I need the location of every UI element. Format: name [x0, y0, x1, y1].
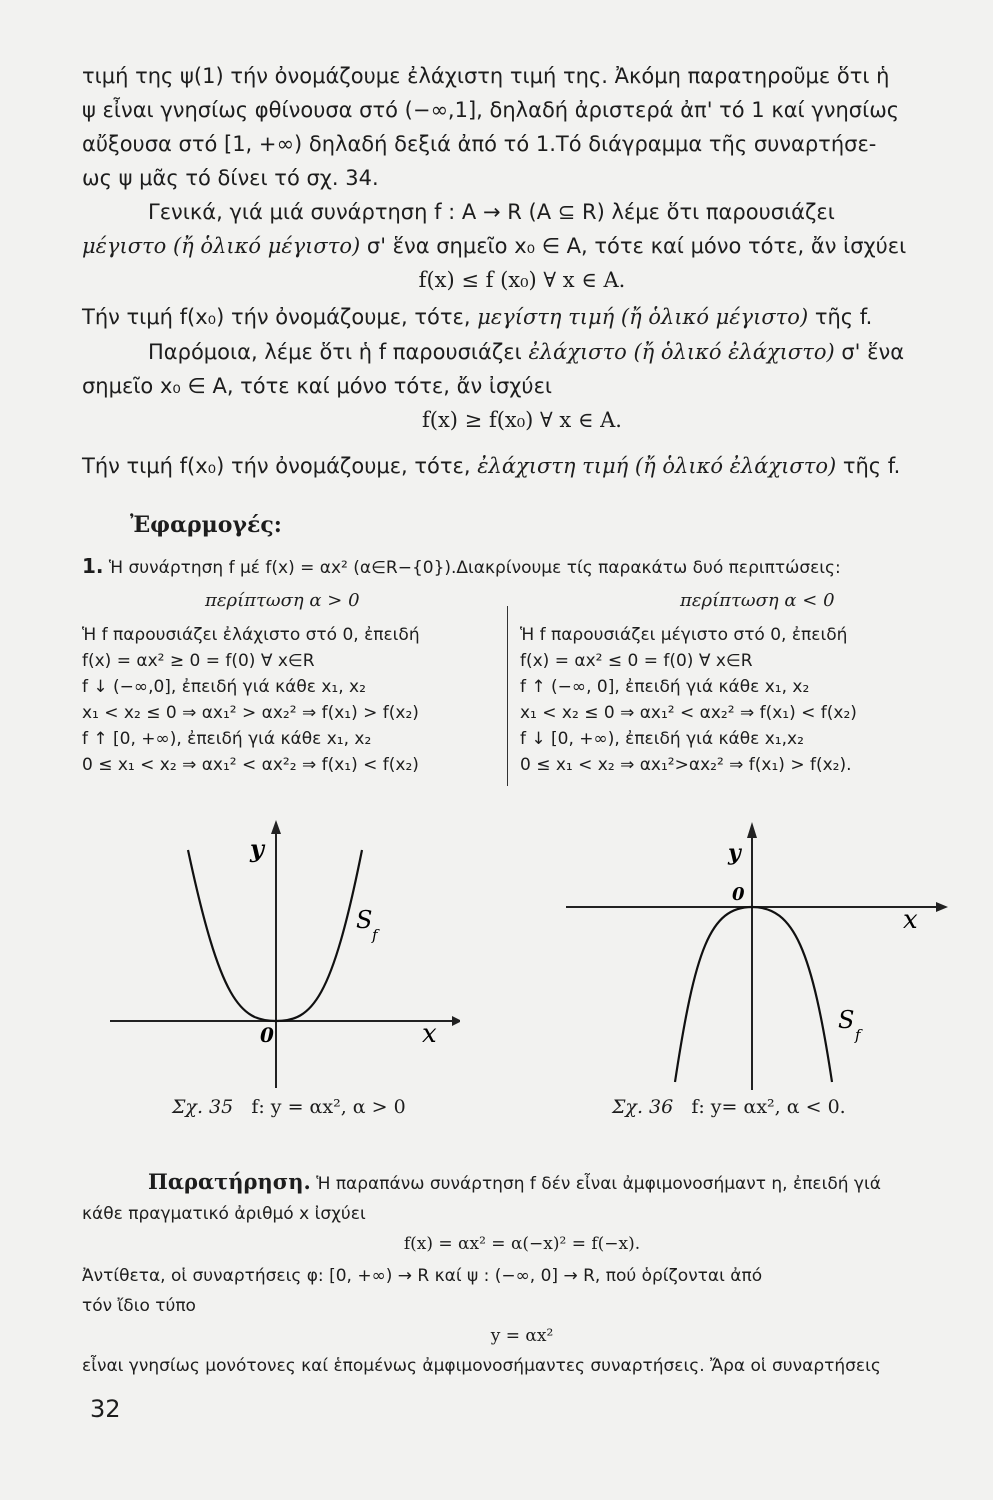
- case-right-line-4: x₁ < x₂ ≤ 0 ⇒ αx₁² < αx₂² ⇒ f(x₁) < f(x₂): [520, 703, 857, 723]
- case-right-line-3: f ↑ (−∞, 0], ἐπειδή γιά κάθε x₁, x₂: [520, 677, 810, 697]
- case-left-line-2: f(x) = αx² ≥ 0 = f(0) ∀ x∈R: [82, 651, 315, 671]
- fig35-y-label: y: [250, 834, 264, 863]
- case-left-line-1: Ἡ f παρουσιάζει ἐλάχιστο στό 0, ἐπειδή: [82, 625, 420, 645]
- fig35-y-arrow-icon: [271, 820, 281, 834]
- intro-line-2: ψ εἶναι γνησίως φθίνουσα στό (−∞,1], δηλαδή ἀριστερά ἀπ' τό 1 καί γνησίως: [82, 98, 900, 122]
- fig36-y-arrow-icon: [747, 822, 757, 838]
- page-number: 32: [90, 1395, 121, 1423]
- fig35-caption-text: f: y = αx², α > 0: [251, 1096, 406, 1118]
- fig36-curve-label: S: [838, 1006, 855, 1034]
- max-line-2: [82, 232, 962, 260]
- case-right-line-6: 0 ≤ x₁ < x₂ ⇒ αx₁²>αx₂² ⇒ f(x₁) > f(x₂).: [520, 755, 852, 775]
- min-line-2: σημεῖο x₀ ∈ A, τότε καί μόνο τότε, ἄν ἰσχύει: [82, 374, 553, 398]
- fig35-x-arrow-icon: [452, 1016, 460, 1026]
- fig36-curve-sub: f: [855, 1026, 861, 1044]
- remark-formula-1: f(x) = αx² = α(−x)² = f(−x).: [403, 1234, 641, 1254]
- min-value-term: ἐλάχιστη τιμή (ἤ ὁλικό ἐλάχιστο): [477, 454, 837, 478]
- max-line-3-end: τῆς f.: [808, 305, 873, 329]
- remark-line-4: τόν ἴδιο τύπο: [82, 1296, 196, 1316]
- min-line-3-start: Τήν τιμή f(x₀) τήν ὀνομάζουμε, τότε,: [82, 454, 478, 478]
- fig36-origin-label: 0: [732, 884, 745, 905]
- min-term: ἐλάχιστο (ἤ ὁλικό ἐλάχιστο): [528, 340, 835, 364]
- fig36-caption-text: f: y= αx², α < 0.: [691, 1096, 846, 1118]
- fig35-origin-label: 0: [260, 1023, 274, 1047]
- column-divider: [507, 606, 508, 786]
- intro-line-3: αὔξουσα στό [1, +∞) δηλαδή δεξιά ἀπό τό 1.Τό διάγραμμα τῆς συναρτήσε-: [82, 132, 877, 156]
- fig36-parabola: [675, 907, 832, 1082]
- fig36-x-arrow-icon: [936, 902, 948, 912]
- case-left-body: [82, 622, 420, 778]
- figure-36: [560, 820, 960, 1100]
- fig35-caption: [172, 1096, 406, 1118]
- fig35-x-label: x: [422, 1019, 437, 1049]
- case-left-title: περίπτωση α > 0: [205, 590, 360, 611]
- max-term: μέγιστο (ἤ ὁλικό μέγιστο): [82, 234, 361, 258]
- max-value-term: μεγίστη τιμή (ἤ ὁλικό μέγιστο): [477, 305, 809, 329]
- fig36-caption: [612, 1096, 846, 1118]
- applications-heading: Ἐφαρμογές:: [130, 512, 282, 538]
- fig36-y-label: y: [728, 840, 741, 866]
- application-1: [82, 552, 962, 582]
- intro-line-1: τιμή της ψ(1) τήν ὀνομάζουμε ἐλάχιστη τιμή της. Ἀκόμη παρατηροῦμε ὅτι ἡ: [82, 64, 890, 88]
- intro-line-4: ως ψ μᾶς τό δίνει τό σχ. 34.: [82, 166, 379, 190]
- case-right-body: [520, 622, 857, 778]
- remark-title: Παρατήρηση.: [148, 1169, 311, 1194]
- min-line-1: [82, 338, 962, 366]
- fig36-x-label: x: [903, 905, 918, 935]
- min-line-1-start: Παρόμοια, λέμε ὅτι ἡ f παρουσιάζει: [148, 340, 529, 364]
- case-left-line-4: x₁ < x₂ ≤ 0 ⇒ αx₁² > αx₂² ⇒ f(x₁) > f(x₂): [82, 703, 419, 723]
- fig36-caption-number: Σχ. 36: [612, 1096, 674, 1118]
- fig35-curve-label: S: [356, 906, 373, 934]
- remark-line-5: εἶναι γνησίως μονότονες καί ἑπομένως ἀμφιμονοσήμαντες συναρτήσεις. Ἄρα οἱ συναρτήσεις: [82, 1356, 881, 1376]
- remark-line-1-text: Ἡ παραπάνω συνάρτηση f δέν εἶναι ἀμφιμονοσήμαντ η, ἐπειδή γιά: [310, 1174, 881, 1194]
- min-line-1-end: σ' ἕνα: [834, 340, 905, 364]
- case-right-title: περίπτωση α < 0: [680, 590, 835, 611]
- case-right-line-1: Ἡ f παρουσιάζει μέγιστο στό 0, ἐπειδή: [520, 625, 848, 645]
- application-1-number: 1.: [82, 554, 104, 578]
- remark-line-2: κάθε πραγματικό ἀριθμό x ἰσχύει: [82, 1204, 366, 1224]
- fig35-caption-number: Σχ. 35: [172, 1096, 234, 1118]
- max-line-1: Γενικά, γιά μιά συνάρτηση f : A → R (A ⊆ R) λέμε ὅτι παρουσιάζει: [148, 200, 835, 224]
- figure-35: [100, 820, 460, 1100]
- case-left-line-6: 0 ≤ x₁ < x₂ ⇒ αx₁² < αx²₂ ⇒ f(x₁) < f(x₂): [82, 755, 419, 775]
- application-1-text: Ἡ συνάρτηση f μέ f(x) = αx² (α∈R−{0}).Διακρίνουμε τίς παρακάτω δυό περιπτώσεις:: [108, 558, 841, 578]
- fig35-curve-sub: f: [372, 926, 378, 944]
- case-right-line-2: f(x) = αx² ≤ 0 = f(0) ∀ x∈R: [520, 651, 753, 671]
- case-left-line-3: f ↓ (−∞,0], ἐπειδή γιά κάθε x₁, x₂: [82, 677, 366, 697]
- min-line-3: [82, 452, 962, 480]
- max-formula: f(x) ≤ f (x₀) ∀ x ∈ A.: [418, 268, 626, 292]
- min-formula: f(x) ≥ f(x₀) ∀ x ∈ A.: [422, 408, 622, 432]
- max-line-3: [82, 303, 962, 331]
- case-left-line-5: f ↑ [0, +∞), ἐπειδή γιά κάθε x₁, x₂: [82, 729, 372, 749]
- remark-line-3: Ἀντίθετα, οἱ συναρτήσεις φ: [0, +∞) → R καί ψ : (−∞, 0] → R, πού ὁρίζονται ἀπό: [82, 1266, 763, 1286]
- max-line-2-rest: σ' ἕνα σημεῖο x₀ ∈ A, τότε καί μόνο τότε, ἄν ἰσχύει: [360, 234, 907, 258]
- min-line-3-end: τῆς f.: [836, 454, 901, 478]
- remark-line-1: [148, 1168, 963, 1198]
- case-right-line-5: f ↓ [0, +∞), ἐπειδή γιά κάθε x₁,x₂: [520, 729, 804, 749]
- remark-formula-2: y = αx²: [490, 1326, 554, 1346]
- max-line-3-start: Τήν τιμή f(x₀) τήν ὀνομάζουμε, τότε,: [82, 305, 478, 329]
